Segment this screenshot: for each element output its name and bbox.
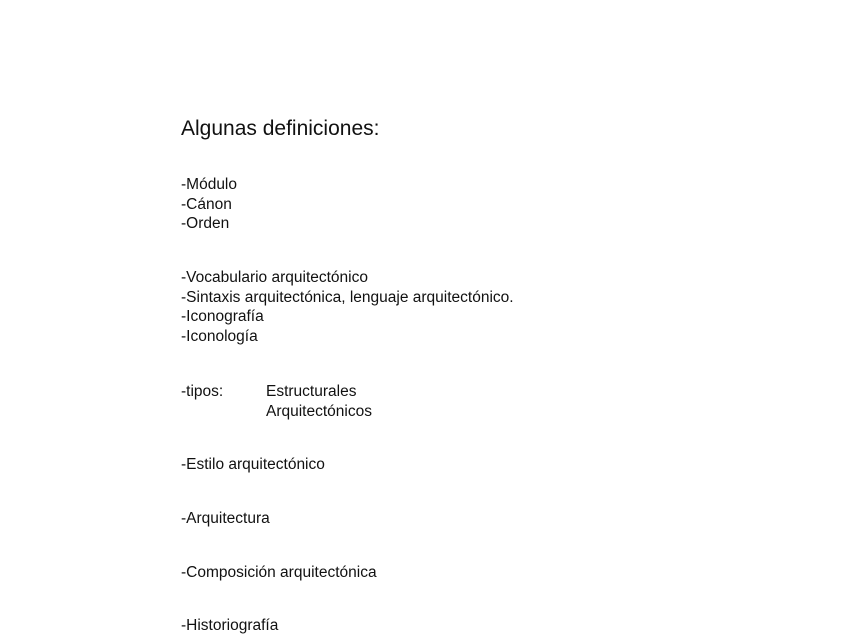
list-item-iconologia: -Iconología: [181, 327, 258, 345]
page-title: Algunas definiciones:: [181, 117, 380, 140]
tipos-values: [266, 382, 372, 421]
definitions-group-1: [181, 175, 237, 234]
list-item-composicion: -Composición arquitectónica: [181, 564, 377, 581]
list-item-sintaxis: -Sintaxis arquitectónica, lenguaje arquitectónico.: [181, 288, 514, 306]
definitions-group-2: [181, 268, 514, 346]
list-item-estilo: -Estilo arquitectónico: [181, 456, 325, 473]
list-item-canon: -Cánon: [181, 195, 232, 213]
list-item-vocabulario: -Vocabulario arquitectónico: [181, 269, 368, 286]
list-item-arquitectura: -Arquitectura: [181, 510, 270, 527]
list-item-orden: -Orden: [181, 215, 230, 232]
tipos-value-arquitectonicos: Arquitectónicos: [266, 402, 372, 420]
list-item-iconografia: -Iconografía: [181, 308, 264, 325]
list-item-historiografia: -Historiografía: [181, 617, 279, 634]
tipos-label: -tipos:: [181, 383, 224, 400]
list-item-modulo: -Módulo: [181, 176, 237, 193]
tipos-value-estructurales: Estructurales: [266, 383, 357, 400]
